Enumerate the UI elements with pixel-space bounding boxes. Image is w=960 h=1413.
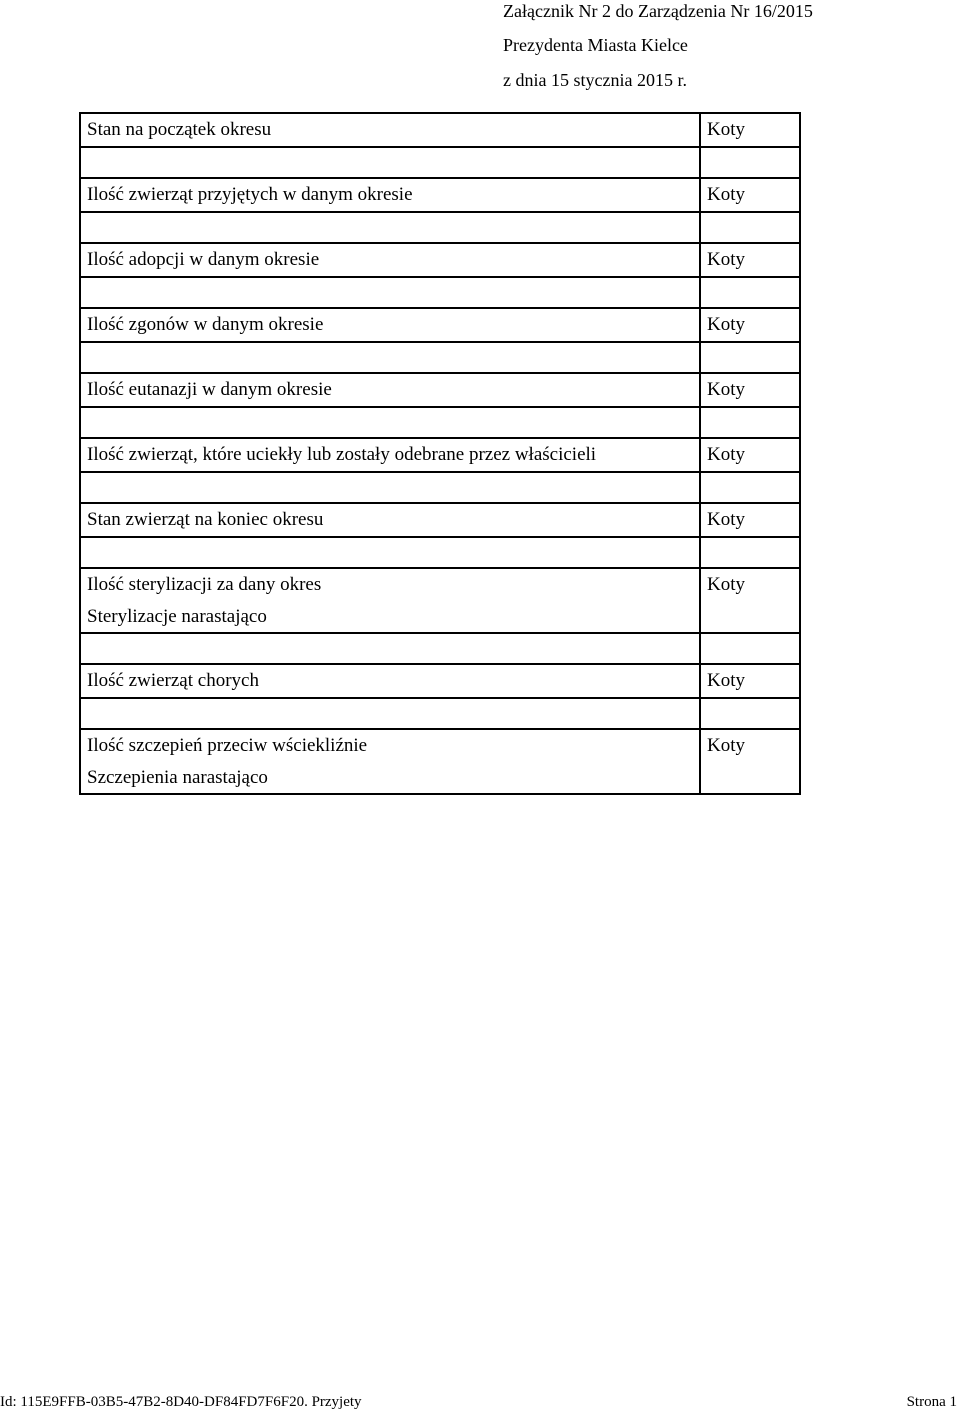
row-unit: [700, 537, 800, 568]
row-label: Ilość zgonów w danym okresie: [80, 308, 700, 342]
report-table: [79, 112, 801, 795]
table-row: [80, 243, 800, 277]
row-label: Stan na początek okresu: [80, 113, 700, 147]
table-row-empty: [80, 407, 800, 438]
table-row-empty: [80, 277, 800, 308]
row-label: [80, 698, 700, 729]
row-unit: [700, 698, 800, 729]
row-unit: Koty: [700, 308, 800, 342]
row-unit: [700, 342, 800, 373]
row-unit: [700, 212, 800, 243]
row-unit: [700, 601, 800, 633]
row-label: [80, 633, 700, 664]
row-unit: Koty: [700, 113, 800, 147]
row-unit: Koty: [700, 243, 800, 277]
attachment-header-title: Załącznik Nr 2 do Zarządzenia Nr 16/2015: [503, 1, 813, 21]
table-row-empty: [80, 342, 800, 373]
page-number: Strona 1: [906, 1394, 957, 1410]
row-label: Ilość zwierząt przyjętych w danym okresie: [80, 178, 700, 212]
table-row: [80, 503, 800, 537]
row-label: [80, 537, 700, 568]
table-row-empty: [80, 147, 800, 178]
table-row-empty: [80, 537, 800, 568]
row-unit: Koty: [700, 438, 800, 472]
row-label: Sterylizacje narastająco: [80, 601, 700, 633]
row-label: [80, 212, 700, 243]
table-row: [80, 762, 800, 794]
table-row-empty: [80, 212, 800, 243]
row-label: Ilość sterylizacji za dany okres: [80, 568, 700, 601]
row-unit: Koty: [707, 574, 745, 595]
row-label: Ilość zwierząt chorych: [80, 664, 700, 698]
table-row-empty: [80, 698, 800, 729]
row-label: Ilość zwierząt, które uciekły lub zostały odebrane przez właścicieli: [80, 438, 700, 472]
row-label: Ilość adopcji w danym okresie: [80, 243, 700, 277]
row-label: Stan zwierząt na koniec okresu: [80, 503, 700, 537]
table-row: [80, 308, 800, 342]
table-row: [80, 438, 800, 472]
row-label: Ilość eutanazji w danym okresie: [80, 373, 700, 407]
attachment-header-date: z dnia 15 stycznia 2015 r.: [503, 70, 687, 90]
row-unit: Koty: [700, 178, 800, 212]
row-unit: [700, 407, 800, 438]
row-label: Ilość szczepień przeciw wściekliźnie: [80, 729, 700, 762]
table-row: [80, 601, 800, 633]
row-label: [80, 147, 700, 178]
table-row: [80, 113, 800, 147]
attachment-header-issuer: Prezydenta Miasta Kielce: [503, 35, 688, 55]
row-unit: Koty: [700, 373, 800, 407]
table-row: [80, 178, 800, 212]
row-label: Szczepienia narastająco: [80, 762, 700, 794]
table-row: [80, 664, 800, 698]
row-unit: [700, 147, 800, 178]
table-row: [80, 373, 800, 407]
row-label: [80, 407, 700, 438]
row-label: [80, 342, 700, 373]
table-row: [80, 729, 800, 762]
row-label: [80, 472, 700, 503]
document-id-footer: Id: 115E9FFB-03B5-47B2-8D40-DF84FD7F6F20. Przyjety: [0, 1394, 362, 1410]
row-label: [80, 277, 700, 308]
row-unit: [700, 633, 800, 664]
row-unit: [700, 762, 800, 794]
table-row-empty: [80, 472, 800, 503]
row-unit: [700, 472, 800, 503]
table-row-empty: [80, 633, 800, 664]
row-unit: Koty: [700, 664, 800, 698]
row-unit: [700, 277, 800, 308]
row-unit: Koty: [707, 735, 745, 756]
row-unit: Koty: [700, 503, 800, 537]
table-row: [80, 568, 800, 601]
